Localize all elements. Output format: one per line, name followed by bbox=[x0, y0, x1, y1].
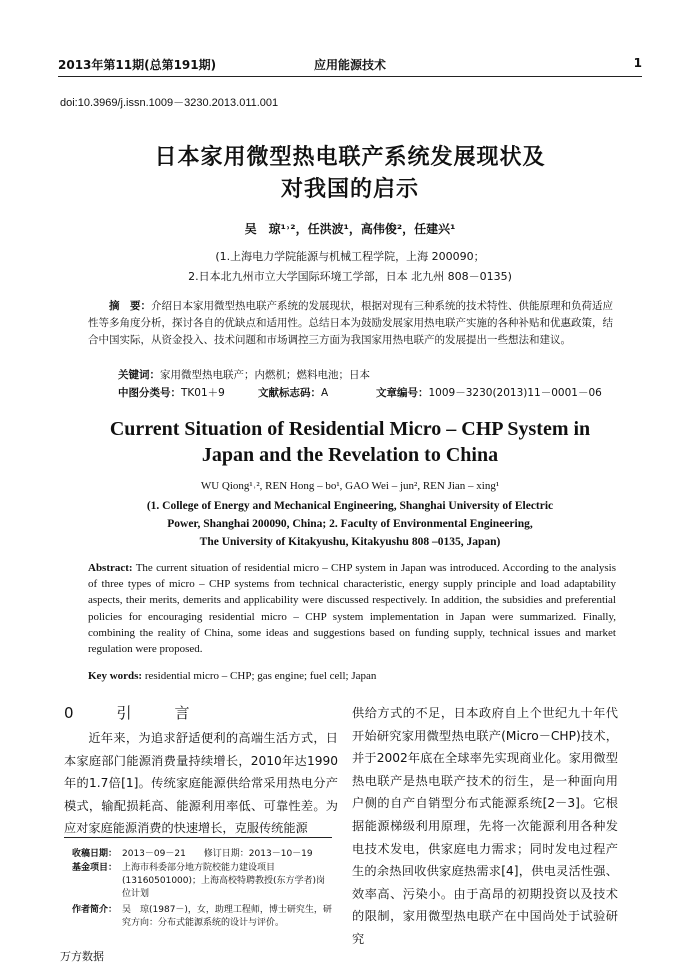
page-number: 1 bbox=[633, 56, 642, 70]
received-label: 收稿日期： bbox=[72, 849, 118, 859]
affiliation-en-2: Power, Shanghai 200090, China; 2. Faculty of Environmental Engineering, bbox=[167, 518, 533, 530]
keywords-cn-label: 关键词： bbox=[118, 369, 160, 381]
keywords-cn-text: 家用微型热电联产；内燃机；燃料电池；日本 bbox=[160, 369, 370, 381]
fund-label: 基金项目： bbox=[72, 863, 118, 873]
keywords-en-label: Key words: bbox=[88, 670, 143, 682]
affiliation-en-3: The University of Kitakyushu, Kitakyushu 808 –0135, Japan) bbox=[199, 536, 501, 548]
abstract-cn-label: 摘 要： bbox=[109, 300, 151, 312]
author-label: 作者简介： bbox=[72, 905, 118, 915]
body-right-column: 供给方式的不足，日本政府自上个世纪九十年代开始研究家用微型热电联产(Micro－CHP)技术，并于2002年底在全球率先实现商业化。家用微型热电联产是热电联产技术的衍生，是一种面向用户侧的自产自销型分布式能源系统[2－3]。它根据能源梯级利用原理，先将一次能源利用各种发电技术发电，供家庭电力需求；同时发电过程产生的余热回收供家庭热需求[4]，供电灵活性强、效率高、污染小。由于高昂的初期投资以及技术的限制，家用微型热电联产在中国尚处于试验研究 bbox=[352, 706, 618, 946]
footnote-author bbox=[72, 904, 334, 930]
title-cn-line2: 对我国的启示 bbox=[280, 177, 419, 202]
footer-watermark: 万方数据 bbox=[60, 950, 104, 963]
affiliation-cn-1: (1.上海电力学院能源与机械工程学院，上海 200090； bbox=[215, 250, 485, 263]
keywords-cn bbox=[118, 367, 370, 382]
authors-en: WU Qiong¹˒², REN Hong – bo¹, GAO Wei – jun², REN Jian – xing¹ bbox=[200, 480, 500, 492]
section-heading: 0 引 言 bbox=[64, 704, 204, 722]
abstract-cn-text: 介绍日本家用微型热电联产系统的发展现状，根据对现有三种系统的技术特性、供能原理和负荷适应性等多角度分析，探讨各自的优缺点和适用性。总结日本为鼓励发展家用热电联产实施的各种补贴和优惠政策，结合中国实际，从资金投入、技术问题和市场调控三方面为我国家用热电联产的发展提出一些想法和建议。 bbox=[88, 300, 613, 346]
title-en-line1: Current Situation of Residential Micro – CHP System in bbox=[109, 418, 591, 440]
received-text: 2013－09－21 修订日期：2013－10－19 bbox=[122, 849, 313, 859]
title-cn-line1: 日本家用微型热电联产系统发展现状及 bbox=[154, 145, 546, 170]
title-en-line2: Japan and the Revelation to China bbox=[201, 444, 499, 466]
author-text: 吴 琼(1987－)，女，助理工程师，博士研究生，研究方向：分布式能源系统的设计与评价。 bbox=[122, 905, 332, 928]
doc-code-label: 文献标志码： bbox=[258, 387, 321, 399]
running-header bbox=[58, 52, 642, 77]
abstract-en-label: Abstract: bbox=[88, 562, 133, 574]
clc-label: 中图分类号： bbox=[118, 387, 181, 399]
footnote-fund bbox=[72, 862, 334, 901]
abstract-cn bbox=[88, 298, 614, 349]
article-no-value: 1009－3230(2013)11－0001－06 bbox=[428, 387, 602, 399]
authors-cn: 吴 琼¹˒²，任洪波¹，高伟俊²，任建兴¹ bbox=[244, 222, 456, 236]
clc-value: TK01＋9 bbox=[181, 387, 225, 399]
footnote-received bbox=[72, 848, 334, 861]
issue-info: 2013年第11期(总第191期) bbox=[58, 58, 217, 72]
abstract-en-text: The current situation of residential micro – CHP system in Japan was introduced. According to the analysis of three types of micro – CHP systems from technical characteristic, energy supply principle and load adaptability aspects, their merits, demerits and applicability were discussed respectively. In addition, the subsidies and preferential policies for encouraging residential micro – CHP system implementation in Japan were summarized. Finally, combining the reality of China, some ideas and suggestions based on funding supply, technical issues and market regulation were proposed. bbox=[88, 562, 616, 656]
doc-code-value: A bbox=[321, 387, 329, 399]
fund-text: 上海市科委部分地方院校能力建设项目(13160501000)；上海高校特聘教授(东方学者)岗位计划 bbox=[122, 863, 326, 899]
journal-name: 应用能源技术 bbox=[313, 58, 386, 72]
article-no-label: 文章编号： bbox=[376, 387, 429, 399]
keywords-en bbox=[88, 670, 376, 682]
doi: doi:10.3969/j.issn.1009－3230.2013.011.001 bbox=[60, 97, 279, 109]
abstract-en bbox=[88, 560, 616, 657]
footnote-rule bbox=[64, 837, 332, 838]
body-left-column: 近年来，为追求舒适便利的高端生活方式，日本家庭部门能源消费量持续增长，2010年达1990年的1.7倍[1]。传统家庭能源供给常采用热电分产模式，输配损耗高、能源利用率低、可靠性差。为应对家庭能源消费的快速增长，克服传统能源 bbox=[64, 731, 338, 836]
keywords-en-text: residential micro – CHP; gas engine; fuel cell; Japan bbox=[142, 670, 377, 682]
affiliation-en-1: (1. College of Energy and Mechanical Engineering, Shanghai University of Electric bbox=[146, 500, 554, 512]
affiliation-cn-2: 2.日本北九州市立大学国际环境工学部，日本 北九州 808－0135) bbox=[188, 270, 512, 283]
